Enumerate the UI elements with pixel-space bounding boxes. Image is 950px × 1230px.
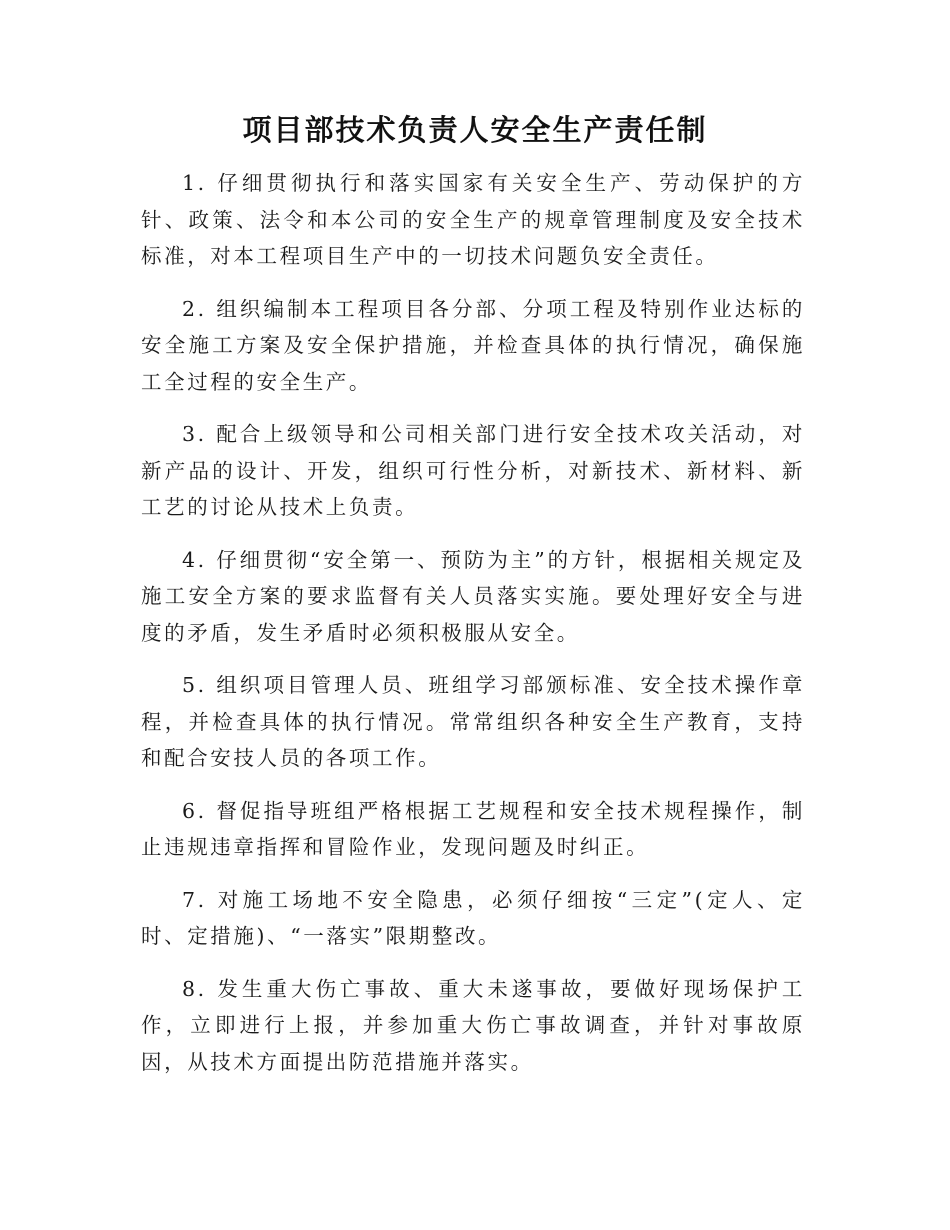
- paragraph-4: 4. 仔细贯彻“安全第一、预防为主”的方针，根据相关规定及施工安全方案的要求监督有关人员落实实施。要处理好安全与进度的矛盾，发生矛盾时必须积极服从安全。: [141, 547, 805, 645]
- paragraph-2: 2. 组织编制本工程项目各分部、分项工程及特别作业达标的安全施工方案及安全保护措施，并检查具体的执行情况，确保施工全过程的安全生产。: [141, 296, 805, 394]
- paragraph-7: 7. 对施工场地不安全隐患，必须仔细按“三定”(定人、定时、定措施)、“一落实”限期整改。: [141, 887, 805, 948]
- document-body: [141, 165, 805, 1096]
- paragraph-5: 5. 组织项目管理人员、班组学习部颁标准、安全技术操作章程，并检查具体的执行情况。常常组织各种安全生产教育，支持和配合安技人员的各项工作。: [141, 673, 805, 770]
- paragraph-1: 1. 仔细贯彻执行和落实国家有关安全生产、劳动保护的方针、政策、法令和本公司的安全生产的规章管理制度及安全技术标准，对本工程项目生产中的一切技术问题负安全责任。: [141, 171, 805, 268]
- paragraph-8: 8. 发生重大伤亡事故、重大未遂事故，要做好现场保护工作，立即进行上报，并参加重大伤亡事故调查，并针对事故原因，从技术方面提出防范措施并落实。: [141, 976, 805, 1074]
- paragraph-6: 6. 督促指导班组严格根据工艺规程和安全技术规程操作，制止违规违章指挥和冒险作业，发现问题及时纠正。: [141, 798, 805, 859]
- paragraph-3: 3. 配合上级领导和公司相关部门进行安全技术攻关活动，对新产品的设计、开发，组织可行性分析，对新技术、新材料、新工艺的讨论从技术上负责。: [141, 422, 805, 519]
- document-title: 项目部技术负责人安全生产责任制: [242, 113, 708, 147]
